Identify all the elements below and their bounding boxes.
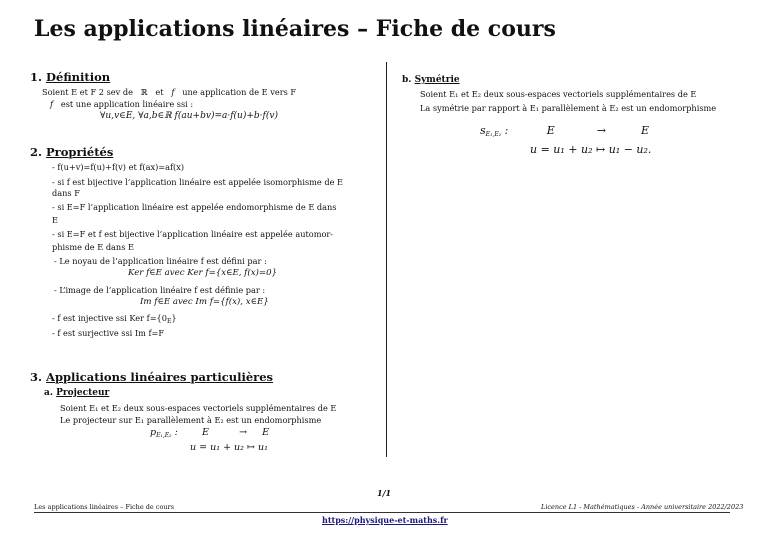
page-number: 1/1	[377, 488, 392, 498]
property-2a: - si f est bijective l’application linéaire est appelée isomorphisme de E	[52, 177, 344, 187]
footer-left: Les applications linéaires – Fiche de cours	[34, 503, 175, 511]
projector-line-2: Le projecteur sur E₁ parallèlement à E₂ est un endomorphisme	[60, 415, 322, 425]
symmetry-formula-2: u = u₁ + u₂ ↦ u₁ − u₂.	[530, 143, 652, 156]
image-formula: Im f∈E avec Im f={f(x), x∈E}	[140, 297, 269, 307]
kernel-formula: Ker f∈E avec Ker f={x∈E, f(x)=0}	[128, 268, 278, 278]
symmetry-line-2: La symétrie par rapport à E₁ parallèlement à E₂ est un endomorphisme	[420, 103, 717, 113]
section-2-title: Propriétés	[46, 145, 114, 159]
projector-formula-2: u = u₁ + u₂ ↦ u₁	[190, 442, 268, 453]
definition-line-1	[42, 87, 296, 97]
def-text-e: une application de E vers F	[182, 87, 297, 97]
symmetry-title: Symétrie	[414, 75, 460, 85]
projector-heading	[44, 388, 109, 398]
def-text-r: ℝ	[140, 87, 148, 97]
symmetry-s: s	[480, 124, 486, 137]
projector-formula-1	[150, 428, 269, 441]
footer-link[interactable]: https://physique-et-maths.fr	[322, 515, 448, 525]
def2-f: f	[50, 99, 54, 109]
projector-p: p	[150, 427, 157, 438]
symmetry-line-1: Soient E₁ et E₂ deux sous-espaces vectoriels supplémentaires de E	[420, 89, 697, 99]
property-4b: phisme de E dans E	[52, 242, 134, 252]
property-7-end: }	[171, 313, 177, 323]
projector-line-1: Soient E₁ et E₂ deux sous-espaces vectoriels supplémentaires de E	[60, 403, 337, 413]
property-1: - f(u+v)=f(u)+f(v) et f(ax)=af(x)	[52, 162, 185, 172]
section-2-number: 2.	[30, 145, 43, 159]
symmetry-heading	[402, 75, 460, 85]
definition-line-2	[50, 99, 193, 109]
symmetry-formula-1	[480, 126, 649, 140]
property-3a: - si E=F l’application linéaire est appelée endomorphisme de E dans	[52, 202, 337, 212]
projector-label: a.	[44, 388, 53, 398]
property-5: - Le noyau de l’application linéaire f est défini par :	[54, 256, 267, 266]
symmetry-map: : E → E	[501, 124, 650, 137]
symmetry-s-sub: E₁,E₂	[485, 131, 502, 138]
section-3-number: 3.	[30, 370, 43, 384]
section-1-title: Définition	[46, 70, 111, 84]
section-3-heading	[30, 370, 273, 384]
def-text-et: et	[155, 87, 164, 97]
property-8: - f est surjective ssi Im f=F	[52, 328, 165, 338]
footer-rule	[34, 512, 730, 513]
section-3-title: Applications linéaires particulières	[46, 370, 274, 384]
property-3b: E	[52, 215, 58, 225]
def-text-a: Soient E et F 2 sev de	[42, 87, 133, 97]
definition-formula: ∀u,v∈E, ∀a,b∈ℝ f(au+bv)=a·f(u)+b·f(v)	[100, 111, 278, 121]
property-7	[52, 313, 177, 327]
property-7-sub: E	[166, 318, 172, 325]
projector-title: Projecteur	[56, 388, 110, 398]
projector-p-sub: E₁,E₂	[156, 432, 172, 439]
property-6: - L’image de l’application linéaire f est définie par :	[54, 285, 266, 295]
symmetry-label: b.	[402, 75, 412, 85]
property-7-text: - f est injective ssi Ker f={0	[52, 313, 167, 323]
column-divider	[386, 62, 387, 457]
def-text-f: f	[171, 87, 175, 97]
projector-map: : E → E	[171, 427, 270, 438]
footer-right: Licence L1 - Mathématiques - Année universitaire 2022/2023	[541, 503, 744, 511]
section-1-heading	[30, 70, 110, 84]
section-2-heading	[30, 145, 113, 159]
def2-text: est une application linéaire ssi :	[60, 99, 194, 109]
section-1-number: 1.	[30, 70, 43, 84]
page-title: Les applications linéaires – Fiche de cours	[34, 16, 556, 42]
property-2b: dans F	[52, 188, 80, 198]
property-4a: - si E=F et f est bijective l’application linéaire est appelée automor-	[52, 229, 334, 239]
